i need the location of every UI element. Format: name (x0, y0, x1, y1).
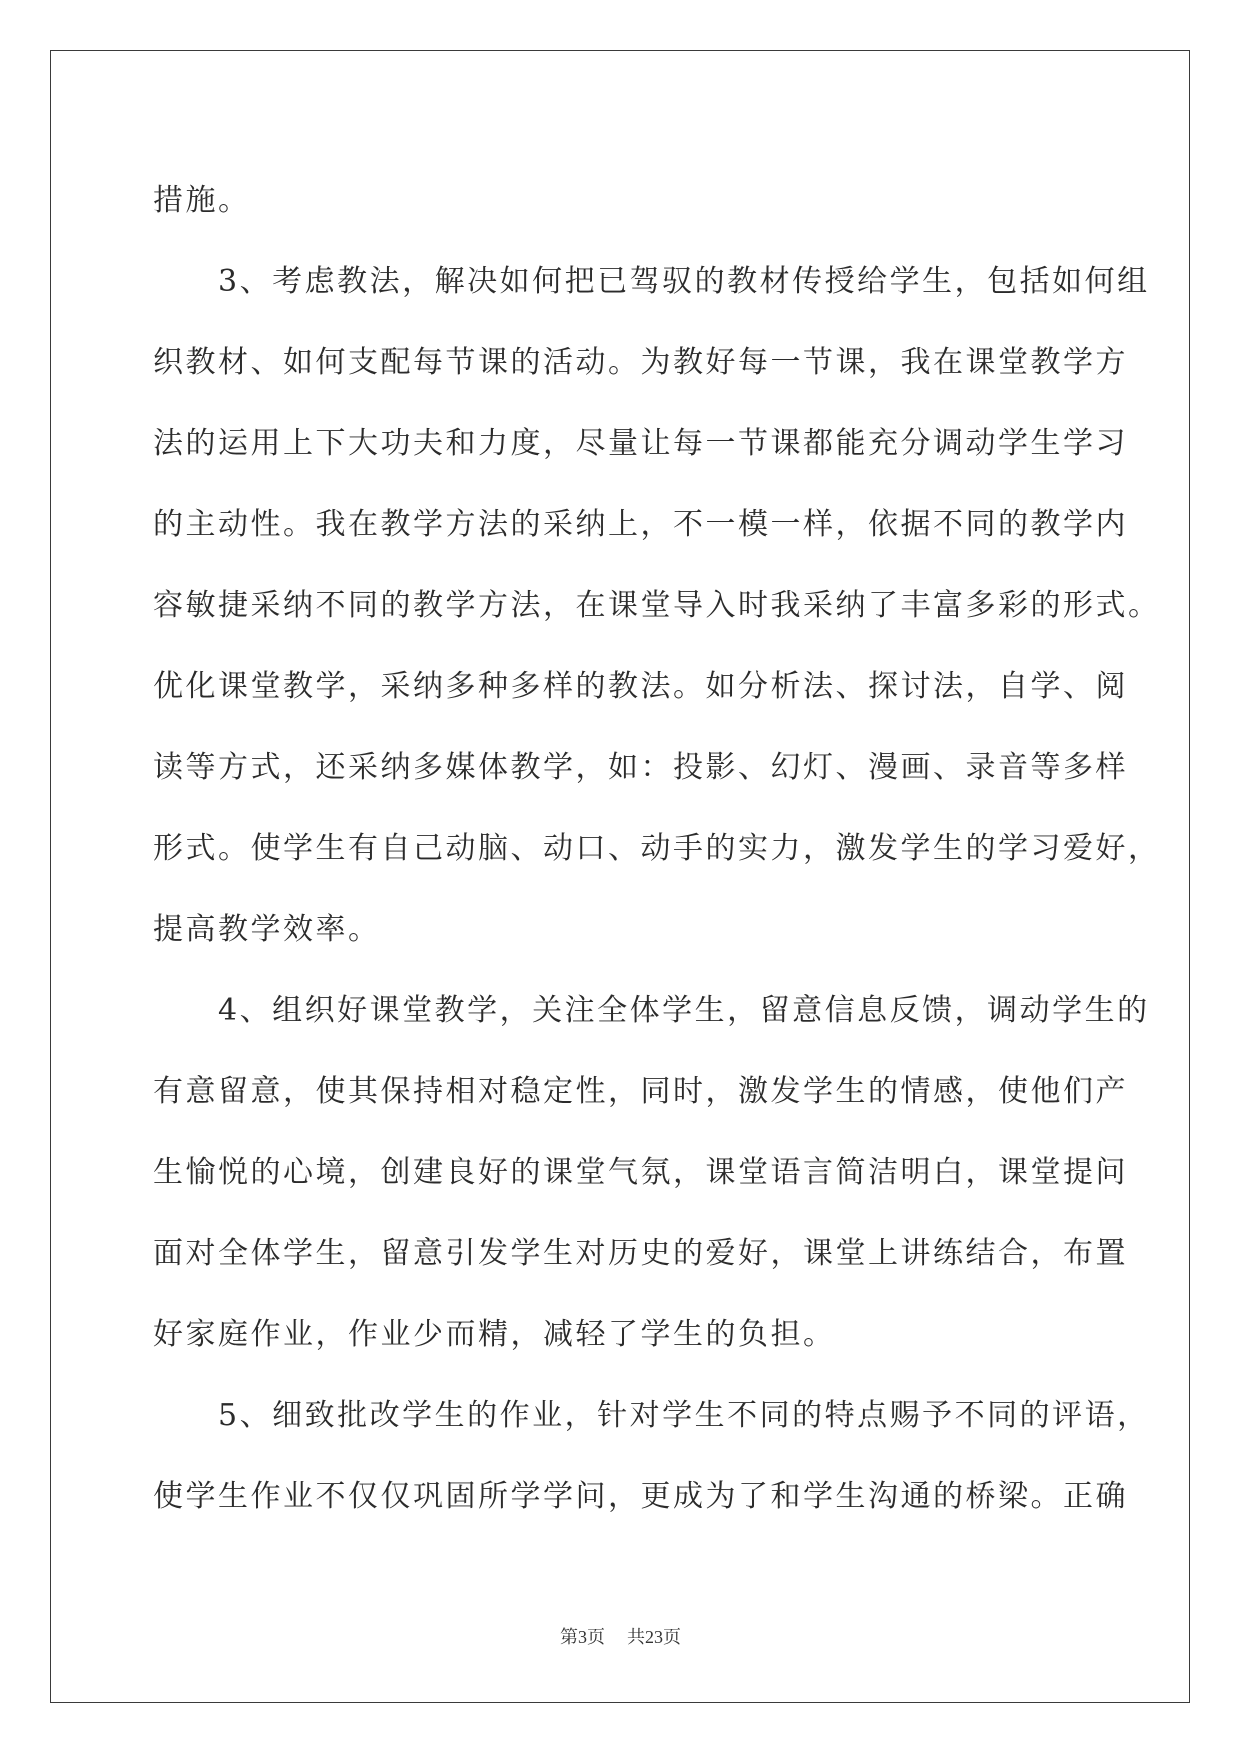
text-line: 容敏捷采纳不同的教学方法，在课堂导入时我采纳了丰富多彩的形式。 (153, 588, 1161, 623)
text-line: 读等方式，还采纳多媒体教学，如：投影、幻灯、漫画、录音等多样 (153, 750, 1128, 785)
text-line: 好家庭作业，作业少而精，减轻了学生的负担。 (153, 1317, 836, 1352)
text-line: 4、组织好课堂教学，关注全体学生，留意信息反馈，调动学生的 (153, 993, 1150, 1028)
text-line: 生愉悦的心境，创建良好的课堂气氛，课堂语言简洁明白，课堂提问 (153, 1155, 1128, 1190)
text-line: 优化课堂教学，采纳多种多样的教法。如分析法、探讨法，自学、阅 (153, 669, 1128, 704)
text-line: 法的运用上下大功夫和力度，尽量让每一节课都能充分调动学生学习 (153, 426, 1128, 461)
text-line: 3、考虑教法，解决如何把已驾驭的教材传授给学生，包括如何组 (153, 264, 1150, 299)
text-line: 有意留意，使其保持相对稳定性，同时，激发学生的情感，使他们产 (153, 1074, 1128, 1109)
text-line: 面对全体学生，留意引发学生对历史的爱好，课堂上讲练结合，布置 (153, 1236, 1128, 1271)
text-line: 5、细致批改学生的作业，针对学生不同的特点赐予不同的评语， (153, 1398, 1150, 1433)
text-line: 使学生作业不仅仅巩固所学学问，更成为了和学生沟通的桥梁。正确 (153, 1479, 1128, 1514)
page-footer (0, 1623, 1241, 1649)
text-line: 形式。使学生有自己动脑、动口、动手的实力，激发学生的学习爱好， (153, 831, 1161, 866)
text-line: 的主动性。我在教学方法的采纳上，不一模一样，依据不同的教学内 (153, 507, 1128, 542)
page-number-total: 共23页 (627, 1627, 681, 1647)
text-line: 提高教学效率。 (153, 912, 381, 947)
document-body (153, 160, 1161, 1537)
text-line: 织教材、如何支配每节课的活动。为教好每一节课，我在课堂教学方 (153, 345, 1128, 380)
page-number-current: 第3页 (560, 1627, 605, 1647)
text-line: 措施。 (153, 183, 251, 218)
